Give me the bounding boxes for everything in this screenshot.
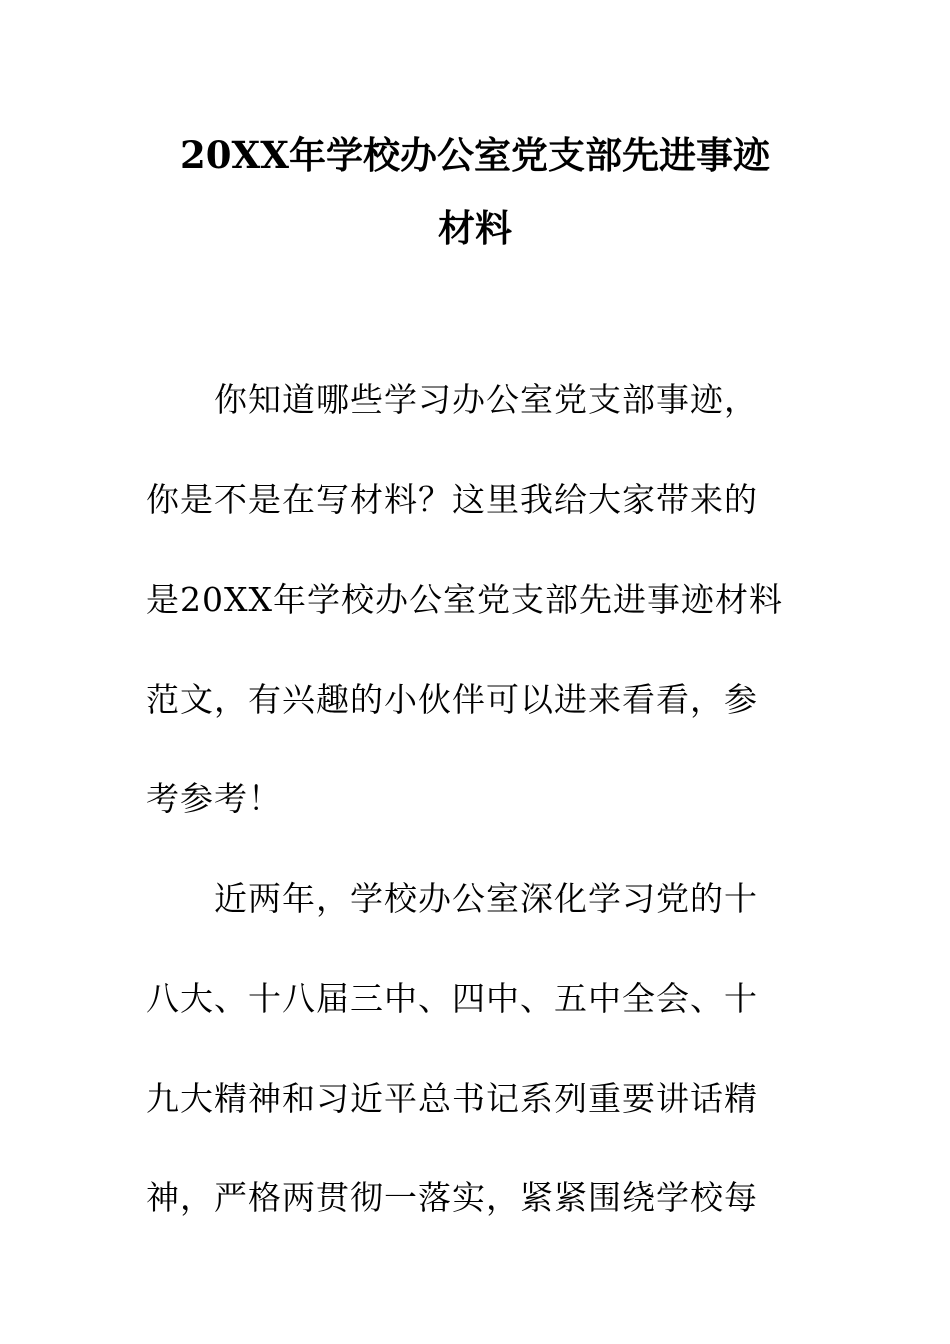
paragraph-1-line-5: 考参考！: [146, 779, 282, 818]
paragraph-1-line-1: 你知道哪些学习办公室党支部事迹，: [214, 380, 758, 419]
document-title-line-1: 20XX年学校办公室党支部先进事迹: [180, 133, 770, 177]
paragraph-2-line-1: 近两年，学校办公室深化学习党的十: [214, 879, 758, 918]
paragraph-2-line-3: 九大精神和习近平总书记系列重要讲话精: [146, 1079, 758, 1118]
paragraph-1-line-4: 范文，有兴趣的小伙伴可以进来看看，参: [146, 680, 758, 719]
paragraph-2-line-2: 八大、十八届三中、四中、五中全会、十: [146, 979, 758, 1018]
document-title-line-2: 材料: [438, 206, 512, 250]
paragraph-2-line-4: 神，严格两贯彻一落实，紧紧围绕学校每: [146, 1178, 758, 1217]
paragraph-1-line-3: 是20XX年学校办公室党支部先进事迹材料: [146, 580, 783, 619]
paragraph-1-line-2: 你是不是在写材料？这里我给大家带来的: [146, 480, 758, 519]
